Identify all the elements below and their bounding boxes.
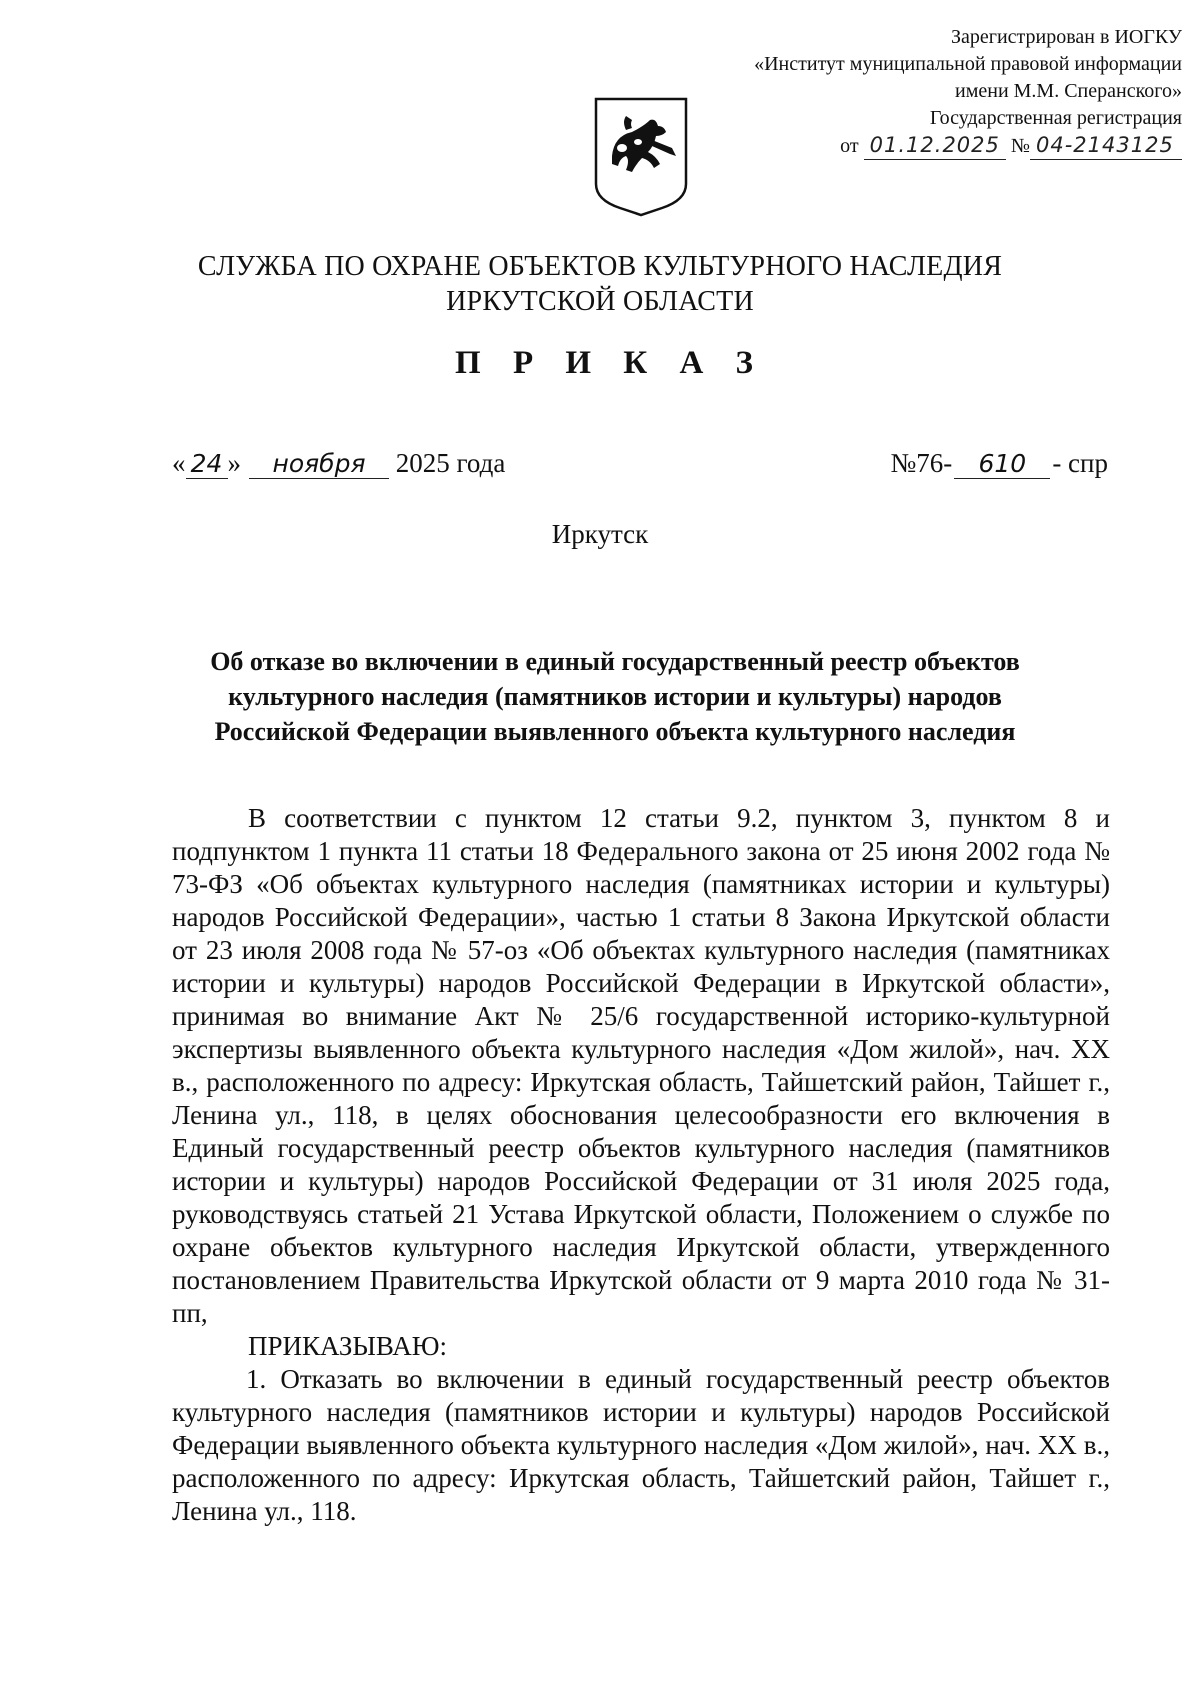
registration-line-3: имени М.М. Сперанского» [955, 80, 1182, 102]
date-year: 2025 года [395, 448, 506, 478]
coat-of-arms-icon [592, 96, 690, 218]
city: Иркутск [551, 519, 649, 549]
subject-line-2: культурного наследия (памятников истории и культуры) народов [228, 682, 1002, 711]
document-type: П Р И К А З [455, 345, 765, 381]
organization-line-1: СЛУЖБА ПО ОХРАНЕ ОБЪЕКТОВ КУЛЬТУРНОГО НАСЛЕДИЯ [197, 251, 1003, 282]
order-body [172, 802, 1110, 1528]
organization-title [0, 249, 1200, 319]
subject-line-3: Российской Федерации выявленного объекта культурного наследия [214, 717, 1016, 746]
registration-line-1: Зарегистрирован в ИОГКУ [951, 26, 1182, 48]
registration-date: 01.12.2025 [864, 132, 1006, 160]
order-item-1: 1. Отказать во включении в единый государственный реестр объектов культурного наследия (памятников истории и культуры) народов Российской Федерации выявленного объекта культурного наследия «Дом жилой», нач. XX в., расположенного по адресу: Иркутская область, Тайшетский район, Тайшет г., Ленина ул., 118. [172, 1364, 1110, 1526]
subject-line-1: Об отказе во включении в единый государственный реестр объектов [210, 647, 1020, 676]
registration-stamp [662, 24, 1182, 160]
preamble-paragraph: В соответствии с пунктом 12 статьи 9.2, пунктом 3, пунктом 8 и подпунктом 1 пункта 11 статьи 18 Федерального закона от 25 июня 2002 года № 73-ФЗ «Об объектах культурного наследия (памятниках истории и культуры) народов Российской Федерации», частью 1 статьи 8 Закона Иркутской области от 23 июля 2008 года № 57-оз «Об объектах культурного наследия (памятниках истории и культуры) народов Российской Федерации в Иркутской области», принимая во внимание Акт № 25/6 государственной историко-культурной экспертизы выявленного объекта культурного наследия «Дом жилой», нач. XX в., расположенного по адресу: Иркутская область, Тайшетский район, Тайшет г., Ленина ул., 118, в целях обоснования целесообразности его включения в Единый государственный реестр объектов культурного наследия (памятников истории и культуры) народов Российской Федерации от 31 июля 2025 года, руководствуясь статьей 21 Устава Иркутской области, Положением о службе по охране объектов культурного наследия Иркутской области, утвержденного постановлением Правительства Иркутской области от 9 марта 2010 года № 31-пп, [172, 803, 1110, 1328]
order-number [891, 448, 1108, 479]
date-month: ноября [249, 449, 389, 479]
registration-number: 04-2143125 [1030, 132, 1182, 160]
date-open-quote: « [172, 448, 186, 478]
organization-line-2: ИРКУТСКОЙ ОБЛАСТИ [446, 286, 754, 317]
order-word: ПРИКАЗЫВАЮ: [248, 1331, 447, 1361]
order-subject [150, 644, 1080, 749]
registration-date-prefix: от [840, 135, 859, 157]
number-value: 610 [954, 449, 1050, 479]
registration-number-prefix: № [1010, 135, 1030, 157]
number-suffix: - спр [1052, 448, 1108, 478]
number-prefix: №76- [890, 448, 953, 478]
order-date [172, 448, 505, 479]
registration-line-5 [662, 132, 1182, 160]
registration-line-2: «Институт муниципальной правовой информации [754, 53, 1182, 75]
registration-line-4: Государственная регистрация [929, 107, 1182, 129]
date-day: 24 [186, 449, 228, 479]
date-close-quote: » [227, 448, 241, 478]
